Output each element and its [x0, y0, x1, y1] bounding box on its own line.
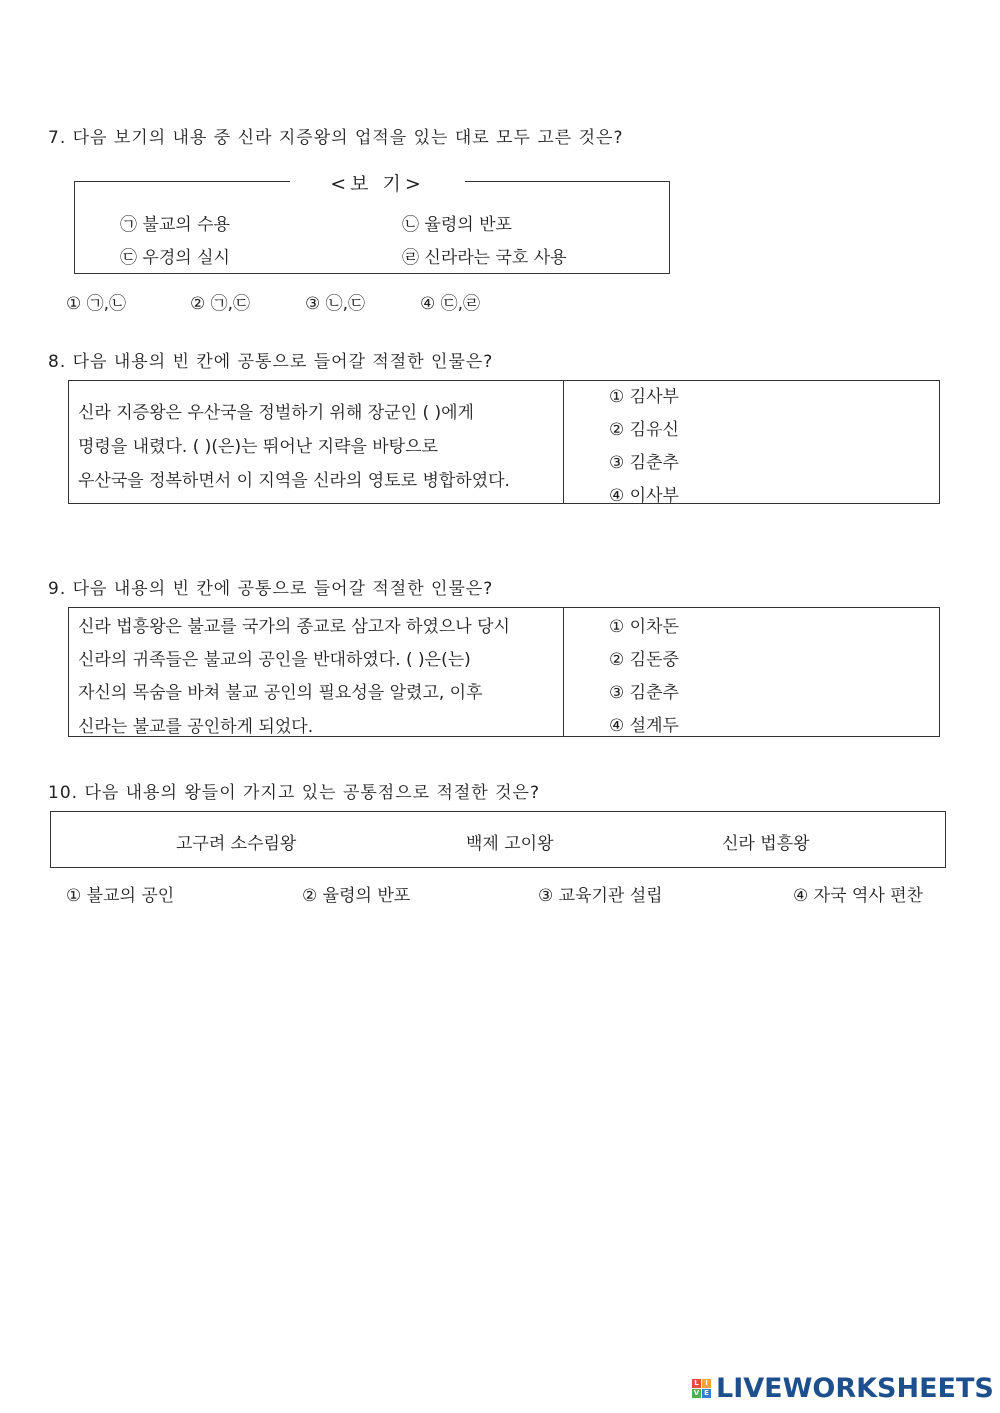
q8-choice-3[interactable]: ③ 김춘추: [609, 453, 679, 473]
q10-choice-2[interactable]: ② 율령의 반포: [302, 886, 411, 906]
q9-divider: [563, 608, 564, 736]
q8-choice-1[interactable]: ① 김사부: [609, 387, 679, 407]
q9-choice-1[interactable]: ① 이차돈: [609, 617, 679, 637]
q10-choice-3[interactable]: ③ 교육기관 설립: [538, 886, 663, 906]
q7-question: 7. 다음 보기의 내용 중 신라 지증왕의 업적을 있는 대로 모두 고른 것은?: [48, 128, 624, 148]
q7-choice-4[interactable]: ④ ㉢,㉣: [420, 294, 481, 314]
q10-choice-4[interactable]: ④ 자국 역사 편찬: [793, 886, 923, 906]
q10-box: [50, 811, 946, 868]
q7-box-title: <보 기>: [290, 169, 465, 193]
q9-passage-line-2: 신라의 귀족들은 불교의 공인을 반대하였다. ( )은(는): [78, 650, 471, 670]
q10-king-3: 신라 법흥왕: [722, 834, 810, 854]
q8-box: [68, 380, 940, 504]
q7-item-3: ㉢ 우경의 실시: [120, 248, 230, 268]
q8-choice-4[interactable]: ④ 이사부: [609, 486, 679, 506]
liveworksheets-logo: [692, 1372, 994, 1404]
q7-choice-2[interactable]: ② ㉠,㉢: [190, 294, 251, 314]
q9-passage-line-4: 신라는 불교를 공인하게 되었다.: [78, 717, 314, 737]
live-badge-letter: E: [702, 1389, 711, 1398]
q8-passage-line-2: 명령을 내렸다. ( )(은)는 뛰어난 지략을 바탕으로: [78, 437, 438, 457]
q7-choice-3[interactable]: ③ ㉡,㉢: [305, 294, 366, 314]
q9-choice-2[interactable]: ② 김돈중: [609, 650, 679, 670]
q9-question: 9. 다음 내용의 빈 칸에 공통으로 들어갈 적절한 인물은?: [48, 579, 494, 599]
logo-text: LIVEWORKSHEETS: [716, 1372, 994, 1404]
live-badge-letter: L: [692, 1379, 701, 1388]
live-badge-letter: V: [693, 1388, 700, 1397]
q10-choice-1[interactable]: ① 불교의 공인: [66, 886, 175, 906]
q9-box: [68, 607, 940, 737]
q8-choice-2[interactable]: ② 김유신: [609, 420, 679, 440]
q8-divider: [563, 381, 564, 503]
q9-choice-3[interactable]: ③ 김춘추: [609, 683, 679, 703]
q9-passage-line-1: 신라 법흥왕은 불교를 국가의 종교로 삼고자 하였으나 당시: [78, 617, 510, 637]
q10-king-2: 백제 고이왕: [466, 834, 554, 854]
q7-item-1: ㉠ 불교의 수용: [120, 215, 230, 235]
q9-passage-line-3: 자신의 목숨을 바쳐 불교 공인의 필요성을 알렸고, 이후: [78, 683, 483, 703]
q10-question: 10. 다음 내용의 왕들이 가지고 있는 공통점으로 적절한 것은?: [48, 783, 540, 803]
live-badge-icon: [692, 1379, 711, 1398]
q7-item-2: ㉡ 율령의 반포: [402, 215, 512, 235]
q8-question: 8. 다음 내용의 빈 칸에 공통으로 들어갈 적절한 인물은?: [48, 352, 494, 372]
live-badge-letter: I: [702, 1379, 711, 1388]
q7-choice-1[interactable]: ① ㉠,㉡: [66, 294, 127, 314]
q9-choice-4[interactable]: ④ 설계두: [609, 716, 679, 736]
q8-passage-line-1: 신라 지증왕은 우산국을 정벌하기 위해 장군인 ( )에게: [78, 403, 474, 423]
q7-item-4: ㉣ 신라라는 국호 사용: [402, 248, 567, 268]
q8-passage-line-3: 우산국을 정복하면서 이 지역을 신라의 영토로 병합하였다.: [78, 471, 510, 491]
q10-king-1: 고구려 소수림왕: [176, 834, 297, 854]
